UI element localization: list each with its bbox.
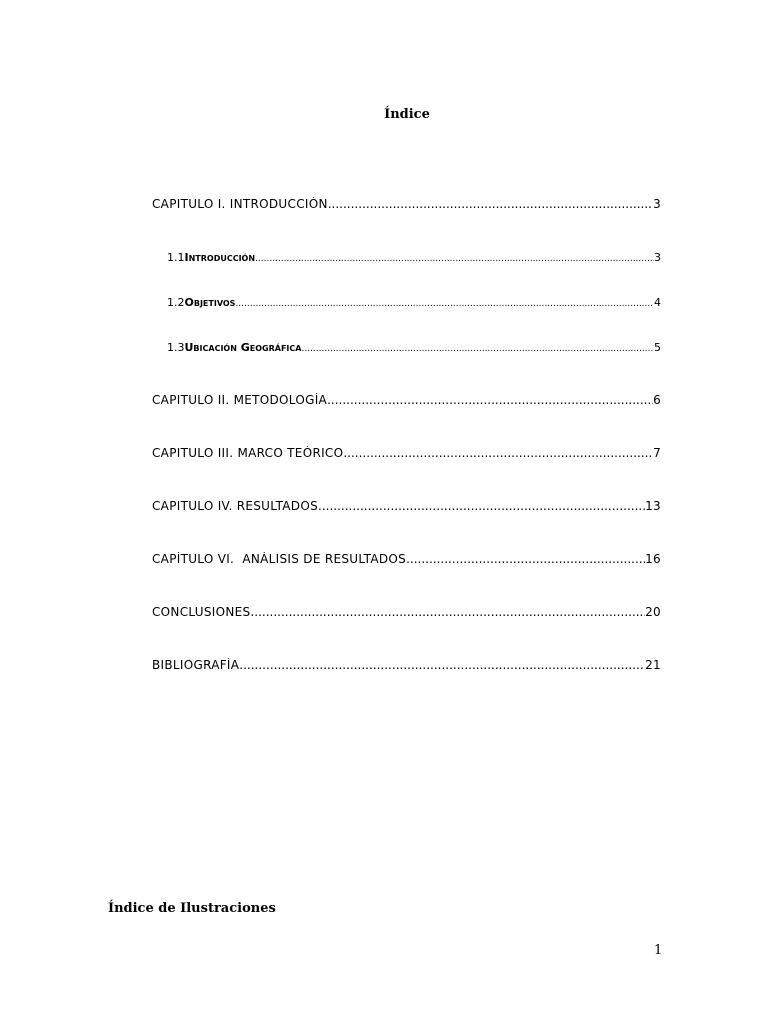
toc-entry-page: 13 [645,499,661,513]
toc-leader-dots [406,552,645,566]
toc-entry-chapter-6[interactable] [152,552,661,566]
toc-entry-label: Introducción [184,251,256,264]
toc-entry-chapter-2[interactable] [152,393,661,407]
toc-entry-number: 1.1 [167,251,185,264]
toc-entry-label: CAPITULO IV. RESULTADOS [152,499,318,513]
toc-entry-number: 1.3 [167,341,185,354]
toc-entry-conclusiones[interactable] [152,605,661,619]
toc-leader-dots [239,658,645,672]
toc-entry-label: Ubicación Geográfica [184,341,302,354]
toc-entry-section-1-2[interactable] [167,296,661,309]
page-title: Índice [384,107,430,122]
toc-entry-page: 16 [645,552,661,566]
toc-entry-page: 20 [645,605,661,619]
toc-entry-label: CAPITULO I. INTRODUCCIÓN [152,197,328,211]
toc-entry-page: 3 [653,197,661,211]
toc-leader-dots [255,251,654,264]
toc-entry-page: 3 [654,251,661,264]
illustrations-heading: Índice de Ilustraciones [108,901,276,916]
toc-entry-section-1-1[interactable] [167,251,661,264]
toc-entry-page: 7 [653,446,661,460]
toc-entry-label: CAPITULO II. METODOLOGÍA [152,393,328,407]
toc-entry-label: CONCLUSIONES [152,605,251,619]
toc-leader-dots [343,446,653,460]
toc-leader-dots [318,499,645,513]
toc-leader-dots [328,197,653,211]
page-number: 1 [654,943,663,958]
toc-entry-chapter-4[interactable] [152,499,661,513]
toc-leader-dots [327,393,653,407]
toc-leader-dots [250,605,645,619]
toc-entry-section-1-3[interactable] [167,341,661,354]
toc-entry-page: 21 [645,658,661,672]
toc-entry-chapter-3[interactable] [152,446,661,460]
toc-entry-label: CAPITULO III. MARCO TEÓRICO [152,446,344,460]
toc-entry-label: Objetivos [184,296,236,309]
toc-entry-page: 6 [653,393,661,407]
toc-entry-number: 1.2 [167,296,185,309]
toc-entry-label: BIBLIOGRAFÍA [152,658,240,672]
toc-leader-dots [301,341,654,354]
toc-entry-page: 4 [654,296,661,309]
toc-entry-label: CAPÍTULO VI. ANÁLISIS DE RESULTADOS [152,552,407,566]
toc-entry-bibliografia[interactable] [152,658,661,672]
toc-entry-chapter-1[interactable] [152,197,661,211]
toc-leader-dots [235,296,654,309]
toc-entry-page: 5 [654,341,661,354]
